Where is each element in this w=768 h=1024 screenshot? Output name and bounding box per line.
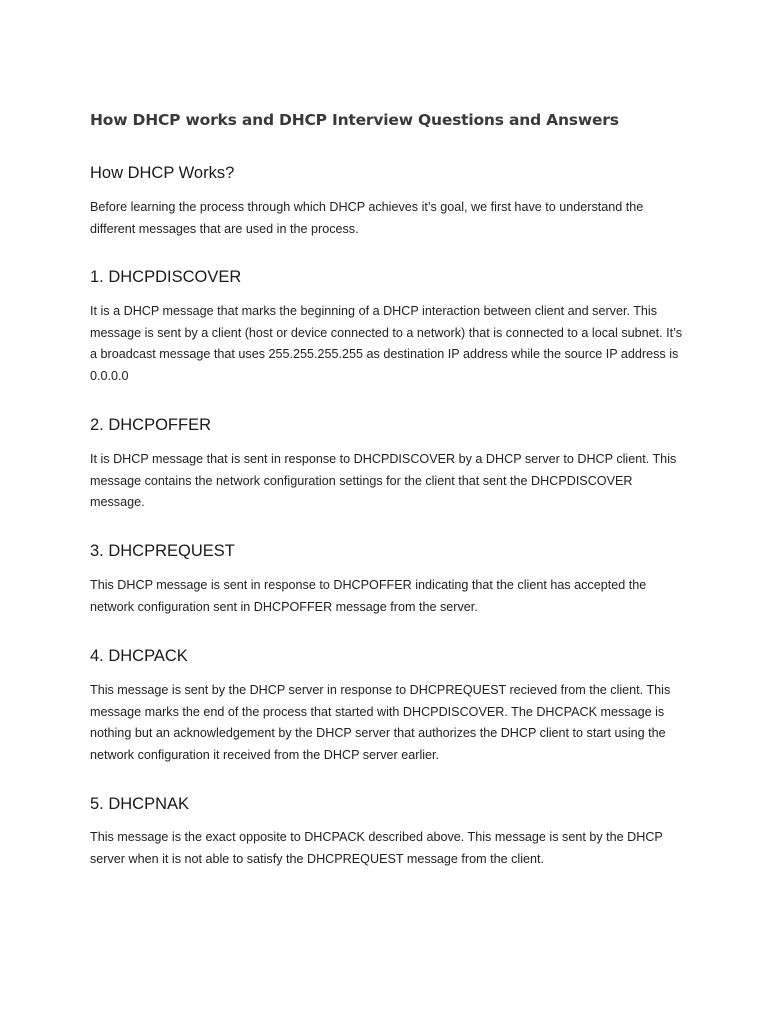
section-heading-dhcpdiscover: 1. DHCPDISCOVER <box>90 268 242 286</box>
intro-paragraph: Before learning the process through which DHCP achieves it’s goal, we first have to understand the different messages that are used in the process. <box>90 200 644 236</box>
document-title: How DHCP works and DHCP Interview Questions and Answers <box>90 111 619 129</box>
section-text-dhcpdiscover: It is a DHCP message that marks the beginning of a DHCP interaction between client and server. This message is sent by a client (host or device connected to a network) that is connected to a local subnet. It’s a broadcast message that uses 255.255.255.255 as destination IP address while the source IP address is 0.0.0.0 <box>90 304 682 383</box>
section-heading-dhcpnak: 5. DHCPNAK <box>90 795 190 813</box>
section-text-dhcprequest: This DHCP message is sent in response to DHCPOFFER indicating that the client has accepted the network configuration sent in DHCPOFFER message from the server. <box>90 578 647 614</box>
section-heading-dhcpoffer: 2. DHCPOFFER <box>90 416 212 434</box>
section-heading-dhcpack: 4. DHCPACK <box>90 647 188 665</box>
section-text-dhcpack: This message is sent by the DHCP server in response to DHCPREQUEST recieved from the client. This message marks the end of the process that started with DHCPDISCOVER. The DHCPACK message is nothing but an acknowledgement by the DHCP server that authorizes the DHCP client to start using the network configuration it received from the DHCP server earlier. <box>90 683 671 762</box>
intro-heading: How DHCP Works? <box>90 164 235 182</box>
section-heading-dhcprequest: 3. DHCPREQUEST <box>90 542 235 560</box>
section-text-dhcpoffer: It is DHCP message that is sent in response to DHCPDISCOVER by a DHCP server to DHCP client. This message contains the network configuration settings for the client that sent the DHCPDISCOVER message. <box>90 452 677 509</box>
section-text-dhcpnak: This message is the exact opposite to DHCPACK described above. This message is sent by the DHCP server when it is not able to satisfy the DHCPREQUEST message from the client. <box>90 830 663 866</box>
